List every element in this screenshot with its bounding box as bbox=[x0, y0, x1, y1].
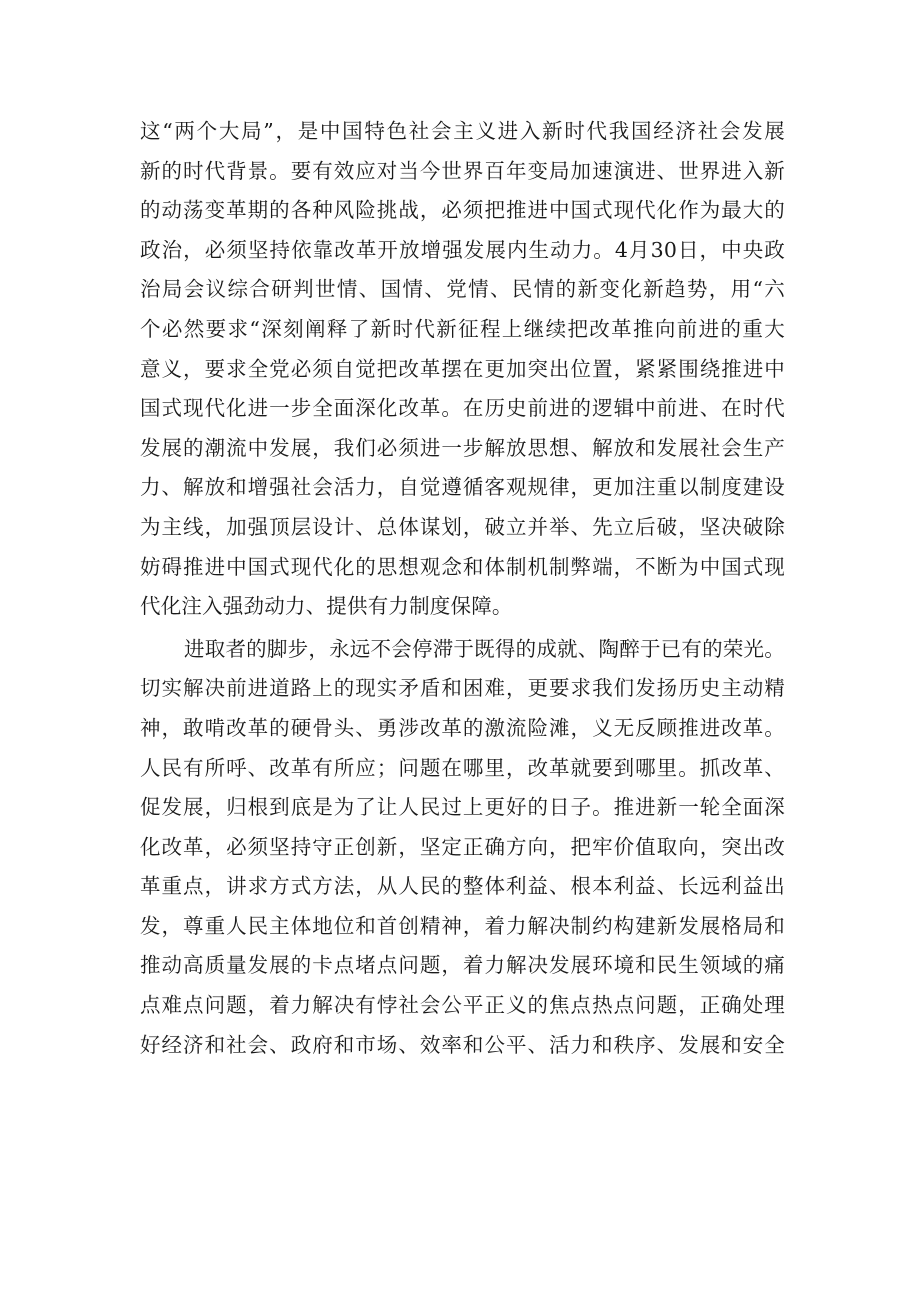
paragraph-line: 发，尊重人民主体地位和首创精神，着力解决制约构建新发展格局和 bbox=[140, 913, 785, 938]
paragraph-line: 化改革，必须坚持守正创新，坚定正确方向，把牢价值取向，突出改 bbox=[140, 834, 785, 859]
paragraph-line: 点难点问题，着力解决有悖社会公平正义的焦点热点问题，正确处理 bbox=[140, 993, 785, 1018]
paragraph-1 bbox=[140, 112, 785, 627]
paragraph-line: 力、解放和增强社会活力，自觉遵循客观规律，更加注重以制度建设 bbox=[140, 475, 785, 500]
document-body bbox=[140, 112, 785, 1065]
paragraph-line: 切实解决前进道路上的现实矛盾和困难，更要求我们发扬历史主动精 bbox=[140, 676, 785, 701]
paragraph-line: 意义，要求全党必须自觉把改革摆在更加突出位置，紧紧围绕推进中 bbox=[140, 356, 785, 381]
paragraph-line: 人民有所呼、改革有所应；问题在哪里，改革就要到哪里。抓改革、 bbox=[140, 755, 785, 780]
paragraph-line: 国式现代化进一步全面深化改革。在历史前进的逻辑中前进、在时代 bbox=[140, 396, 785, 421]
paragraph-line: 政治，必须坚持依靠改革开放增强发展内生动力。4月30日，中央政 bbox=[140, 237, 785, 262]
paragraph-line: 个必然要求“深刻阐释了新时代新征程上继续把改革推向前进的重大 bbox=[140, 316, 785, 341]
paragraph-line: 的动荡变革期的各种风险挑战，必须把推进中国式现代化作为最大的 bbox=[140, 198, 785, 223]
paragraph-line: 好经济和社会、政府和市场、效率和公平、活力和秩序、发展和安全 bbox=[140, 1032, 785, 1057]
paragraph-line: 推动高质量发展的卡点堵点问题，着力解决发展环境和民生领域的痛 bbox=[140, 953, 785, 978]
paragraph-line: 革重点，讲求方式方法，从人民的整体利益、根本利益、长远利益出 bbox=[140, 874, 785, 899]
paragraph-2 bbox=[140, 630, 785, 1066]
paragraph-line: 进取者的脚步，永远不会停滞于既得的成就、陶醉于已有的荣光。 bbox=[184, 636, 785, 661]
paragraph-line: 妨碍推进中国式现代化的思想观念和体制机制弊端，不断为中国式现 bbox=[140, 554, 785, 579]
paragraph-line: 为主线，加强顶层设计、总体谋划，破立并举、先立后破，坚决破除 bbox=[140, 514, 785, 539]
paragraph-line: 代化注入强劲动力、提供有力制度保障。 bbox=[140, 594, 513, 619]
paragraph-line: 发展的潮流中发展，我们必须进一步解放思想、解放和发展社会生产 bbox=[140, 435, 785, 460]
paragraph-line: 促发展，归根到底是为了让人民过上更好的日子。推进新一轮全面深 bbox=[140, 795, 785, 820]
paragraph-line: 这“两个大局”，是中国特色社会主义进入新时代我国经济社会发展 bbox=[140, 119, 785, 143]
paragraph-line: 新的时代背景。要有效应对当今世界百年变局加速演进、世界进入新 bbox=[140, 158, 785, 183]
paragraph-line: 治局会议综合研判世情、国情、党情、民情的新变化新趋势，用“六 bbox=[140, 277, 785, 302]
paragraph-line: 神，敢啃改革的硬骨头、勇涉改革的激流险滩，义无反顾推进改革。 bbox=[140, 715, 785, 740]
